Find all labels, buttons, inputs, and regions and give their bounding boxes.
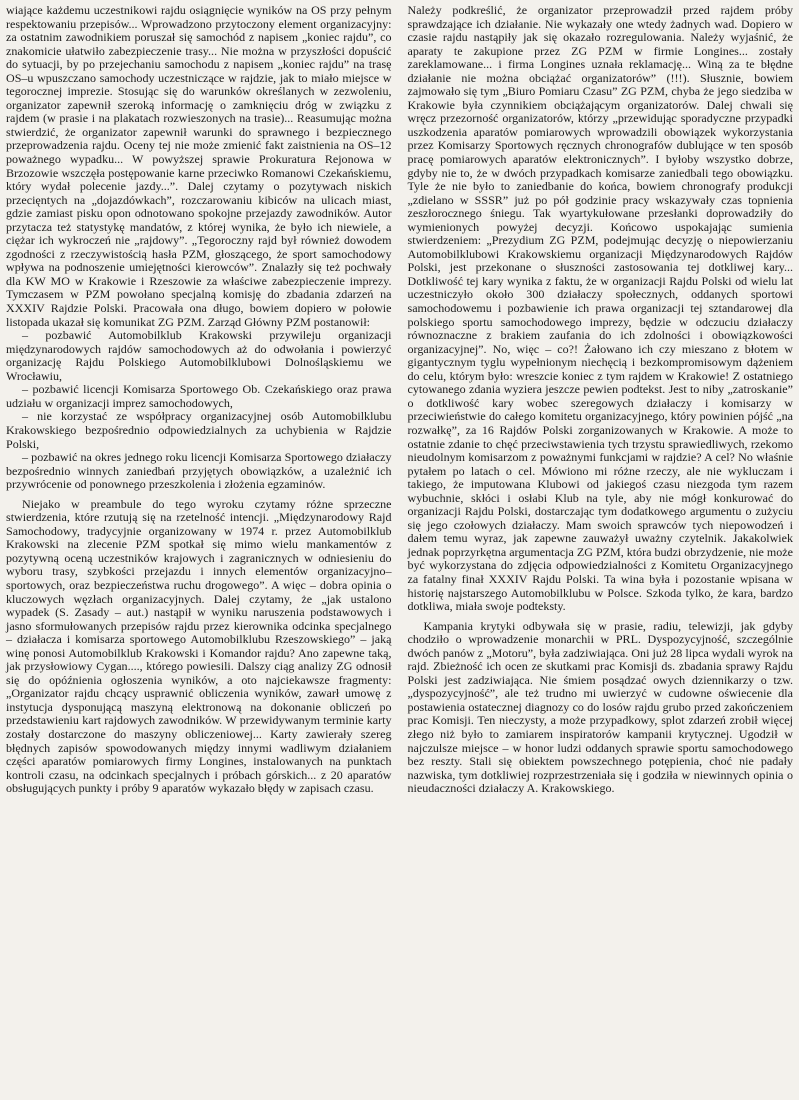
- paragraph: Niejako w preambule do tego wyroku czytamy różne sprzeczne stwierdzenia, które rzutują się na rzetelność intencji. „Międzynarodowy Rajd Samochodowy, tradycyjnie organizowany w 1974 r. przez Automobilklub Krakowski na zlecenie PZM spotkał się mimo wielu mankamentów z pozytywną oceną uczestników krajowych i zagranicznych w odniesieniu do wyboru trasy, szybkości przejazdu i innych elementów organizacyjno–sportowych, oraz bezpieczeństwa ruchu drogowego”. A więc – dobra opinia o kluczowych węzłach organizacyjnych. Dalej czytamy, że „jak ustalono wypadek (S. Zasady – aut.) nastąpił w wyniku naruszenia podstawowych i jasno sformułowanych przepisów rajdu przez kierownika odcinka specjalnego – działacza i komisarza sportowego Automobilklubu Rzeszowskiego” – jaką winę ponosi Automobilklub Krakowski i Komandor rajdu? Ano zapewne taką, jak przysłowiowy Cygan...., którego powiesili. Dalszy ciąg analizy ZG odnosił się do opóźnienia ogłoszenia wyników, a oto najciekawsze fragmenty: „Organizator rajdu chcący usprawnić obliczenia wyników, zawarł umowę z instytucja dysponującą maszyną elektronową na dokonanie obliczeń po przedstawieniu kart rajdowych zawodników. W przewidywanym terminie karty zostały dostarczone do maszyny obliczeniowej... Karty zawierały szereg błędnych zapisów spowodowanych między innymi wadliwym działaniem części aparatów pomiarowych firmy Longines, instalowanych na punktach kontroli czasu, na odcinkach specjalnych i próbach górskich... z 20 aparatów obsługujących punkty i próby 9 aparatów wykazało błędy w zapisach czasu.: [6, 496, 392, 796]
- paragraph: – pozbawić na okres jednego roku licencji Komisarza Sportowego działaczy bezpośrednio winnych zaniedbań przyjętych obowiązków, a uzależnić ich przywrócenie od ponownego przeszkolenia i złożenia egzaminów.: [6, 450, 392, 492]
- left-column: [6, 4, 392, 1100]
- paragraph: Kampania krytyki odbywała się w prasie, radiu, telewizji, jak gdyby chodziło o wprowadzenie monarchii w PRL. Dyspozycyjność, szczególnie dwóch panów z „Motoru”, była zadziwiająca. Oni już 28 lipca wydali wyrok na rajd. Zbieżność ich ocen ze skutkami prac Komisji ds. zbadania sprawy Rajdu Polski jest zadziwiająca. Nie śmiem posądzać owych dziennikarzy o tzw. „dyspozycyjność”, ale też trudno mi uwierzyć w cudowne oświecenie dla postawienia ostatecznej diagnozy co do losów rajdu grubo przed zakończeniem prac Komisji. Ten nieczysty, a może przypadkowy, splot zdarzeń zrobił więcej złego niż było to zamiarem inspiratorów kampanii krytycznej. Ugodził w najczulsze miejsce – w honor ludzi oddanych sprawie sportu samochodowego bez reszty. Stali się obiektem powszechnego potępienia, choć nie padały nazwiska, tym dotkliwiej rozprzestrzeniała się i godziła w niewinnych opinia o nieudaczności działaczy A. Krakowskiego.: [407, 618, 793, 796]
- paragraph: wiające każdemu uczestnikowi rajdu osiągnięcie wyników na OS przy pełnym respektowaniu przepisów... Wprowadzono przytoczony element organizacyjny: za ostatnim zawodnikiem poruszał się samochód z napisem „koniec rajdu”, co znakomicie ułatwiło zabezpieczenie trasy... Nie można w przyszłości dopuścić do sytuacji, by po przejechaniu samochodu z napisem „koniec rajdu” na trasę OS–u wpuszczano samochody uczestniczące w rajdzie, jak to miało miejsce w tegorocznej imprezie. Stosując się do warunków określanych w zezwoleniu, organizator zapewnił szeroką informację o zamknięciu dróg w związku z rajdem (w prasie i na plakatach rozwieszonych na trasie)... Reasumując można stwierdzić, że organizator zapewnił warunki do sprawnego i bezpiecznego przeprowadzenia rajdu. Oceny tej nie może zmienić fakt zaistnienia na OS–12 poważnego wypadku... W powyższej sprawie Prokuratura Rejonowa w Brzozowie wszczęła postępowanie karne przeciwko Romanowi Czekańskiemu, który wydał polecenie jazdy...”. Dalej czytamy o pozytywach niskich przecięntych na „dojazdówkach”, rozczarowaniu kibiców na ulicach miast, gdzie zamiast pisku opon odnotowano spokojne przejazdy zawodników. Autor przytacza też statystykę mandatów, z której wynika, że było ich niewiele, a ciężar ich wykroczeń nie „rajdowy”. „Tegoroczny rajd był również dowodem zgodności z rzeczywistością hasła PZM, głoszącego, że sport samochodowy wpływa na podnoszenie umiejętności kierowców”. Znalazły się też pochwały dla KW MO w Krakowie i Rzeszowie za właściwe zabezpieczenie imprezy. Tymczasem w PZM powołano specjalną komisję do zbadania zdarzeń na XXXIV Rajdzie Polski. Pracowała ona długo, bowiem dopiero w połowie listopada ukazał się komunikat ZG PZM. Zarząd Główny PZM postanowił:: [6, 3, 392, 329]
- paragraph: – nie korzystać ze współpracy organizacyjnej osób Automobilklubu Krakowskiego bezpośrednio odpowiedzialnych za uchybienia w Rajdzie Polski,: [6, 409, 392, 451]
- paragraph: – pozbawić Automobilklub Krakowski przywileju organizacji międzynarodowych rajdów samochodowych aż do odwołania i powierzyć organizację Rajdu Polskiego Automobilklubowi Dolnośląskiemu we Wrocławiu,: [6, 328, 392, 383]
- right-column: [408, 4, 794, 1100]
- paragraph: Należy podkreślić, że organizator przeprowadził przed rajdem próby sprawdzające ich działanie. Nie wykazały one wtedy żadnych wad. Dopiero w czasie rajdu nastąpiły jak się okazało rozregulowania. Należy wyjaśnić, że aparaty te zakupione przez ZG PZM w firmie Longines... zostały zareklamowane... i firma Longines uznała reklamację... Winą za te błędne działanie nie można obciążać organizatorów” (!!!). Słusznie, bowiem zajmowało się tym „Biuro Pomiaru Czasu” ZG PZM, chyba że jego siedziba w Krakowie była czynnikiem obciążającym organizatorów. Dalej chwali się wręcz przezorność organizatorów, którzy „przewidując sporadyczne przypadki uszkodzenia aparatów pomiarowych wprowadzili obowiązek wykorzystania przez Komisarzy Sportowych ręcznych chronografów dublujące w ten sposób pracę pomiarowych aparatów elektronicznych”. I byłoby wszystko dobrze, gdyby nie to, że w dwóch przypadkach komisarze zaniedbali tego obowiązku. Tyle że nie było to zaniedbanie do końca, bowiem chronografy produkcji „zdielano w SSSR” już po pół godzinie pracy wskazywały czas topnienia zeszłorocznego śniegu. Tak wyartykułowane przesłanki doprowadziły do wymienionych powyżej decyzji. Końcowo uspokajając sumienia stwierdzeniem: „Prezydium ZG PZM, podejmując decyzję o niepowierzaniu Automobilklubowi Krakowskiemu organizacji Międzynarodowych Rajdów Polski, jest przekonane o słuszności zastosowania tej dotkliwej kary... Dotkliwość tej kary wynika z faktu, że w organizacji Rajdu Polski od wielu lat uczestniczyło około 300 działaczy społecznych, oddanych sportowi samochodowemu i pozbawienie ich prawa organizacji tej sztandarowej dla polskiego sportu samochodowego imprezy, będzie w odczuciu działaczy równoznaczne z brakiem zaufania do ich zdolności i obowiązkowości organizacyjnej”. No, więc – co?! Żałowano ich czy mieszano z błotem w gigantycznym tyglu wypełnionym niechęcią i bezkompromisowym dążeniem do celu, którym było: wreszcie koniec z tym rajdem w Krakowie! Z ostatniego cytowanego zdania wyziera jeszcze pewien podtekst. Jest to niby „zatroskanie” o dotkliwość kary wobec szeregowych działaczy i komisarzy w przeciwieństwie do całego komitetu organizacyjnego, który powinien pójść „na rozwałkę”, za 16 Rajdów Polski zorganizowanych w Krakowie. A może to ostatnie zdanie to chęć przeciwstawienia tych trzystu sprawiedliwych, rzekomo nieudolnym komisarzom z poważnymi funkcjami w rajdzie? A cel? No właśnie pytałem po latach o cel. Mówiono mi różne rzeczy, ale nie wykluczam i takiego, że imputowana Klubowi od jakiegoś czasu niezgoda tym razem wybuchnie, skłóci i osłabi Klub na tyle, aby nie mógł konkurować do organizacji Rajdu Polski, dostarczając tym dodatkowego argumentu o zużyciu się jego czołowych działaczy. Mam swoich sprawców tych niepowodzeń i dałem temu wyraz, jak zapewne zauważył uważny czytelnik. Jakakolwiek jednak poprzyrkętna argumentacja ZG PZM, która budzi obrzydzenie, nie może być wykorzystana do zdjęcia odpowiedzialności z Komitetu Organizacyjnego za fatalny finał XXXIV Rajdu Polski. Ta wina była i pozostanie wpisana w historię najstarszego Automobilklubu w Polsce. Szkoda tylko, że kara, bardzo dotkliwa, miała swoje podteksty.: [407, 3, 793, 614]
- paragraph: – pozbawić licencji Komisarza Sportowego Ob. Czekańskiego oraz prawa udziału w organizacji imprez samochodowych,: [6, 382, 392, 410]
